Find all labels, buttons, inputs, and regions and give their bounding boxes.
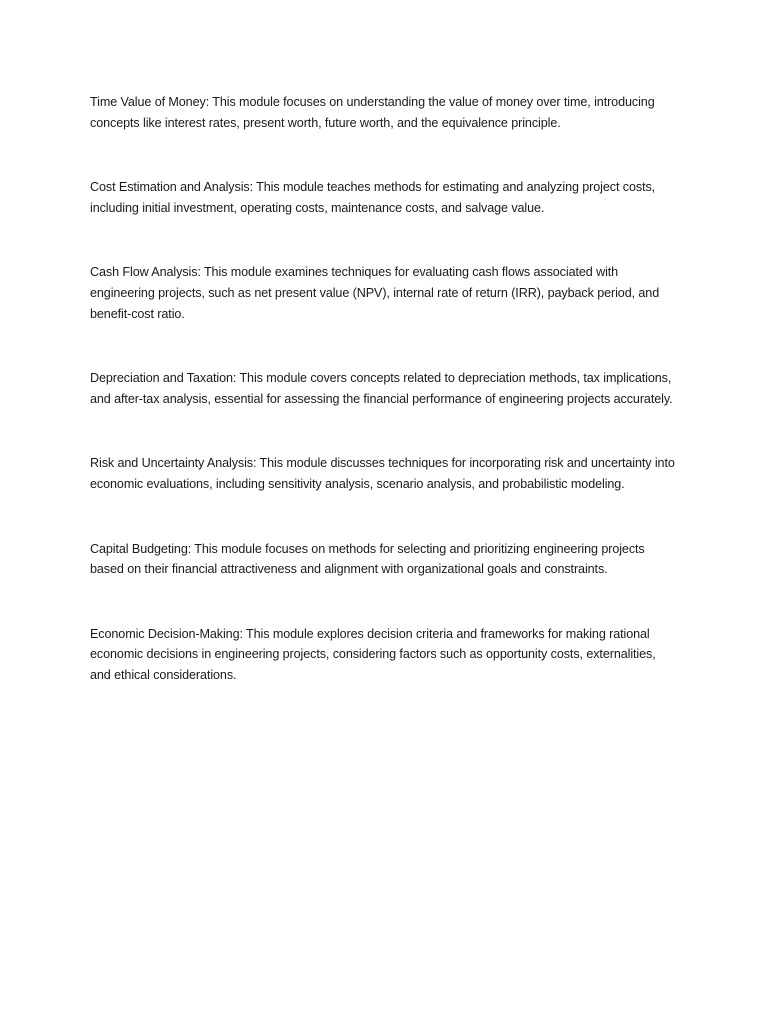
document-body — [90, 92, 675, 730]
module-risk-uncertainty: Risk and Uncertainty Analysis: This module discusses techniques for incorporating risk and uncertainty into economic evaluations, including sensitivity analysis, scenario analysis, and probabilistic modeling. — [90, 456, 675, 491]
module-depreciation-taxation: Depreciation and Taxation: This module covers concepts related to depreciation methods, tax implications, and after-tax analysis, essential for assessing the financial performance of engineering projects accurately. — [90, 371, 673, 406]
module-time-value-of-money: Time Value of Money: This module focuses on understanding the value of money over time, introducing concepts like interest rates, present worth, future worth, and the equivalence principle. — [90, 95, 655, 130]
module-economic-decision-making: Economic Decision-Making: This module explores decision criteria and frameworks for making rational economic decisions in engineering projects, considering factors such as opportunity costs, externalities, and ethical considerations. — [90, 626, 656, 682]
module-cash-flow-analysis: Cash Flow Analysis: This module examines techniques for evaluating cash flows associated with engineering projects, such as net present value (NPV), internal rate of return (IRR), payback period, and benefit-cost ratio. — [90, 265, 660, 321]
module-cost-estimation: Cost Estimation and Analysis: This module teaches methods for estimating and analyzing project costs, including initial investment, operating costs, maintenance costs, and salvage value. — [90, 180, 656, 215]
module-capital-budgeting: Capital Budgeting: This module focuses on methods for selecting and prioritizing engineering projects based on their financial attractiveness and alignment with organizational goals and constraints. — [90, 541, 645, 577]
